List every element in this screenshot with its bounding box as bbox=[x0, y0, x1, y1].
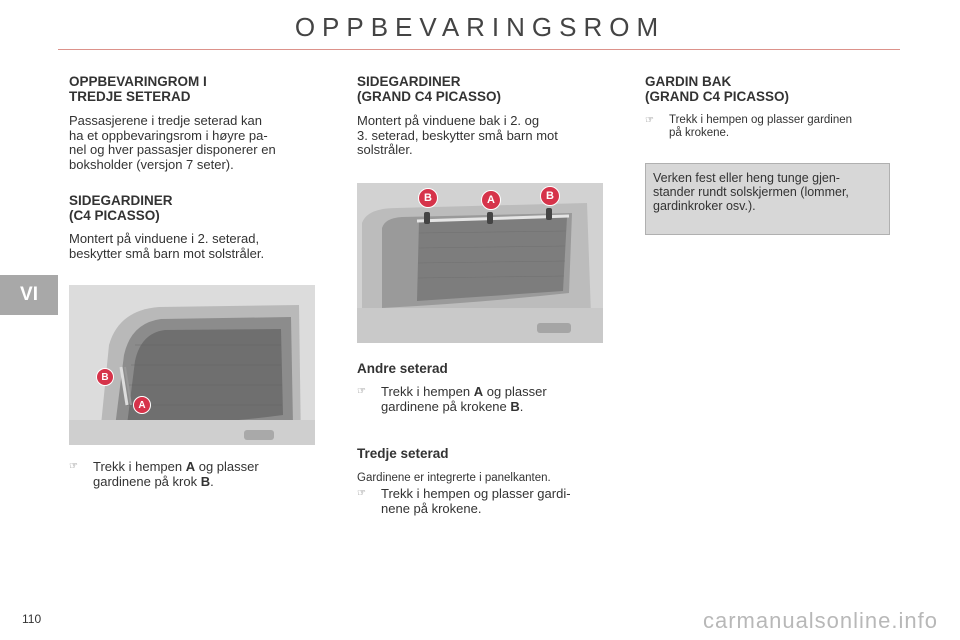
label-a: A bbox=[473, 384, 484, 399]
title-rule bbox=[58, 49, 900, 50]
label-a-badge: A bbox=[133, 396, 151, 414]
label-a: A bbox=[185, 459, 196, 474]
heading-rear-curtain bbox=[645, 74, 789, 104]
text-fragment: gardinene på krokene bbox=[381, 398, 511, 414]
text-line: Passasjerene i tredje seterad kan bbox=[69, 113, 262, 128]
heading-line: (GRAND C4 PICASSO) bbox=[357, 89, 502, 104]
storage-paragraph bbox=[69, 114, 315, 172]
instruction-text bbox=[381, 487, 603, 516]
hand-pointer-icon: ☞ bbox=[645, 115, 654, 126]
heading-line: (GRAND C4 PICASSO) bbox=[645, 89, 790, 104]
instruction-second-row bbox=[357, 385, 603, 414]
text-line: Trekk i hempen og plasser gardinen bbox=[669, 114, 853, 126]
heading-line: (C4 PICASSO) bbox=[69, 208, 160, 223]
text-line: solstråler. bbox=[357, 142, 413, 157]
side-curtain-c4-illustration bbox=[69, 285, 315, 445]
heading-line: TREDJE SETERAD bbox=[69, 89, 191, 104]
heading-side-curtains-grand bbox=[357, 74, 501, 104]
hand-pointer-icon: ☞ bbox=[357, 488, 366, 499]
label-b-badge: B bbox=[418, 188, 438, 208]
text-line: nene på krokene. bbox=[381, 500, 482, 516]
text-line: beskytter små barn mot solstråler. bbox=[69, 245, 265, 261]
side-curtains-paragraph bbox=[69, 232, 315, 261]
instruction-c4 bbox=[69, 460, 315, 489]
label-b: B bbox=[200, 473, 211, 489]
watermark: carmanualsonline.info bbox=[702, 608, 938, 633]
text-line: gardinkroker osv.). bbox=[653, 199, 756, 213]
grand-curtains-paragraph bbox=[357, 114, 603, 158]
subheading-second-row: Andre seterad bbox=[357, 361, 448, 376]
heading-side-curtains-c4 bbox=[69, 193, 173, 223]
text-line: Trekk i hempen og plasser gardi- bbox=[381, 486, 571, 501]
side-curtain-grand-illustration bbox=[357, 183, 603, 343]
text-line: 3. seterad, beskytter små barn mot bbox=[357, 127, 558, 143]
text-fragment: Trekk i hempen bbox=[381, 384, 474, 399]
text-fragment: Trekk i hempen bbox=[93, 459, 186, 474]
text-fragment: . bbox=[210, 473, 214, 489]
heading-storage-third-row bbox=[69, 74, 207, 104]
hand-pointer-icon: ☞ bbox=[357, 386, 366, 397]
hand-pointer-icon: ☞ bbox=[69, 461, 78, 472]
heading-line: SIDEGARDINER bbox=[69, 193, 173, 208]
text-line: boksholder (versjon 7 seter). bbox=[69, 156, 234, 172]
text-line: på krokene. bbox=[669, 127, 730, 139]
instruction-text bbox=[93, 460, 315, 489]
label-b-badge: B bbox=[540, 186, 560, 206]
text-line: Montert på vinduene bak i 2. og bbox=[357, 113, 540, 128]
instruction-rear-curtain bbox=[645, 114, 895, 140]
page-title: OPPBEVARINGSROM bbox=[294, 12, 666, 42]
heading-line: GARDIN BAK bbox=[645, 74, 732, 89]
text-fragment: og plasser bbox=[195, 459, 259, 474]
label-b-badge: B bbox=[96, 368, 114, 386]
integrated-note: Gardinene er integrerte i panelkanten. bbox=[357, 472, 551, 484]
text-fragment: og plasser bbox=[483, 384, 547, 399]
warning-note-box bbox=[645, 163, 890, 235]
page-number: 110 bbox=[22, 612, 42, 626]
text-fragment: gardinene på krok bbox=[93, 473, 201, 489]
heading-line: OPPBEVARINGROM I bbox=[69, 74, 207, 89]
instruction-text bbox=[669, 114, 895, 140]
label-b: B bbox=[510, 398, 520, 414]
text-line: ha et oppbevaringsrom i høyre pa- bbox=[69, 127, 268, 143]
instruction-third-row bbox=[357, 487, 603, 516]
car-window-illustration bbox=[357, 183, 603, 343]
chapter-tab: VI bbox=[0, 275, 58, 315]
text-line: nel og hver passasjer disponerer en bbox=[69, 142, 276, 157]
text-line: stander rundt solskjermen (lommer, bbox=[653, 185, 849, 199]
car-window-illustration bbox=[69, 285, 315, 445]
text-line: Verken fest eller heng tunge gjen- bbox=[653, 171, 840, 185]
text-fragment: . bbox=[519, 398, 524, 414]
heading-line: SIDEGARDINER bbox=[357, 74, 461, 89]
text-line: Montert på vinduene i 2. seterad, bbox=[69, 231, 260, 246]
label-a-badge: A bbox=[481, 190, 501, 210]
instruction-text bbox=[381, 385, 603, 414]
subheading-third-row: Tredje seterad bbox=[357, 446, 449, 461]
